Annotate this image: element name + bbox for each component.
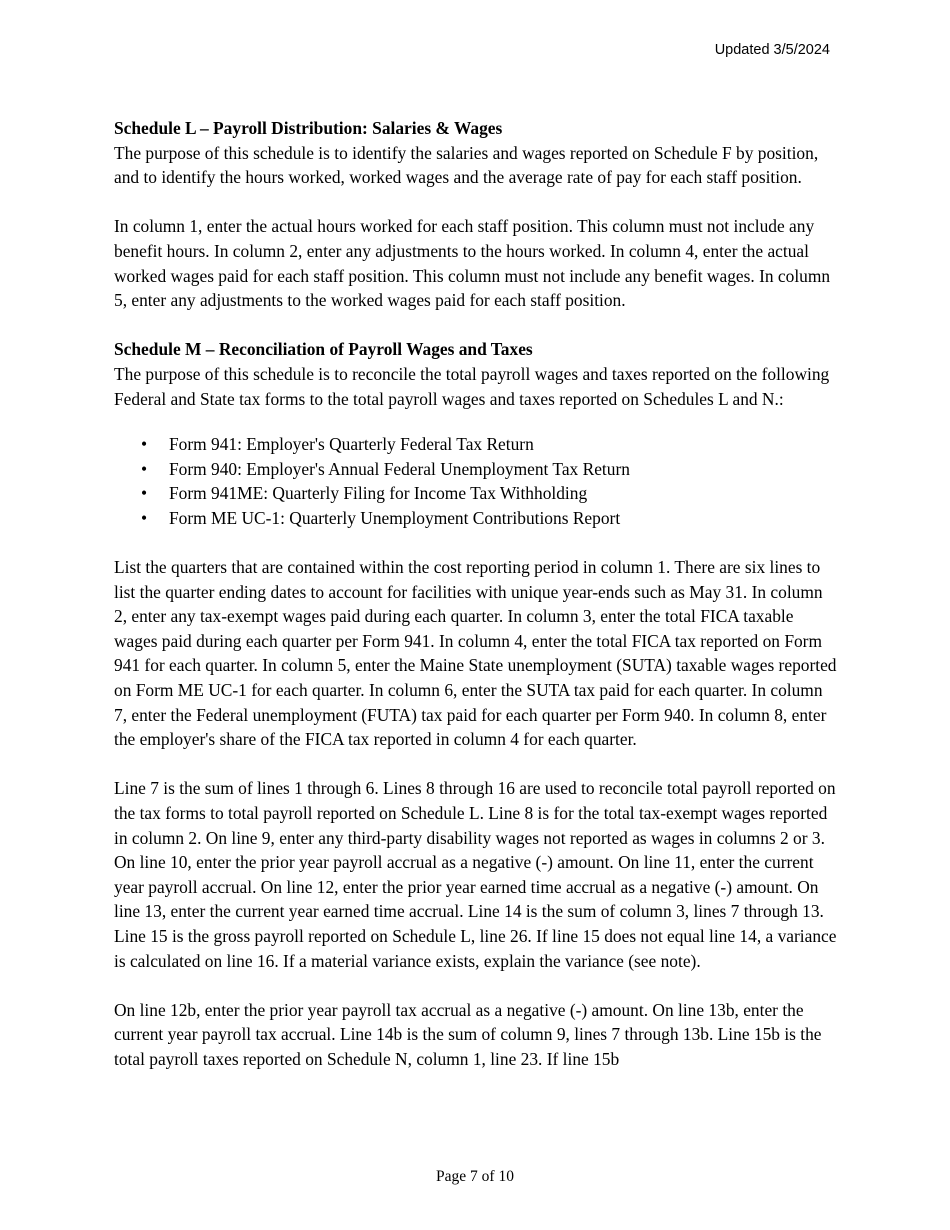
list-item: • Form 941ME: Quarterly Filing for Income Tax Withholding (114, 481, 838, 506)
schedule-m-heading: Schedule M – Reconciliation of Payroll Wages and Taxes (114, 339, 533, 360)
schedule-m-lines-instructions: Line 7 is the sum of lines 1 through 6. Lines 8 through 16 are used to reconcile total payroll reported on the tax forms to total payroll reported on Schedule L. Line 8 is for the total tax-exempt wages reported in column 2. On line 9, enter any third-party disability wages not reported as wages in columns 2 or 3. On line 10, enter the prior year payroll accrual as a negative (-) amount. On line 11, enter the current year payroll accrual. On line 12, enter the prior year earned time accrual as a negative (-) amount. On line 13, enter the current year earned time accrual. Line 14 is the sum of column 3, lines 7 through 13. Line 15 is the gross payroll reported on Schedule L, line 26. If line 15 does not equal line 14, a variance is calculated on line 16. If a material variance exists, explain the variance (see note). (114, 778, 837, 971)
tax-forms-list (114, 432, 838, 530)
schedule-l-purpose: The purpose of this schedule is to identify the salaries and wages reported on Schedule F by position, and to identify the hours worked, worked wages and the average rate of pay for each staff position. (114, 142, 819, 188)
schedule-l-heading: Schedule L – Payroll Distribution: Salaries & Wages (114, 118, 503, 138)
schedule-m-columns-instructions: List the quarters that are contained within the cost reporting period in column 1. There are six lines to list the quarter ending dates to account for facilities with unique year-ends such as May 31. In column 2, enter any tax-exempt wages paid during each quarter. In column 3, enter the total FICA taxable wages paid during each quarter per Form 941. In column 4, enter the total FICA tax reported on Form 941 for each quarter. In column 5, enter the Maine State unemployment (SUTA) taxable wages reported on Form ME UC-1 for each quarter. In column 6, enter the SUTA tax paid for each quarter. In column 7, enter the Federal unemployment (FUTA) tax paid for each quarter per Form 940. In column 8, enter the employer's share of the FICA tax reported in column 4 for each quarter. (114, 557, 837, 750)
document-body (114, 116, 838, 1072)
updated-date: Updated 3/5/2024 (714, 42, 830, 58)
schedule-m-tax-accrual-instructions: On line 12b, enter the prior year payroll tax accrual as a negative (-) amount. On line 13b, enter the current year payroll tax accrual. Line 14b is the sum of column 9, lines 7 through 13b. Line 15b is the total payroll taxes reported on Schedule N, column 1, line 23. If line 15b (114, 999, 822, 1069)
list-item: • Form 940: Employer's Annual Federal Unemployment Tax Return (114, 457, 838, 482)
page-number: Page 7 of 10 (436, 1168, 514, 1185)
list-item: • Form 941: Employer's Quarterly Federal Tax Return (114, 432, 838, 457)
schedule-l-instructions: In column 1, enter the actual hours worked for each staff position. This column must not include any benefit hours. In column 2, enter any adjustments to the hours worked. In column 4, enter the actual worked wages paid for each staff position. This column must not include any benefit wages. In column 5, enter any adjustments to the worked wages paid for each staff position. (114, 216, 831, 311)
schedule-m-purpose: The purpose of this schedule is to reconcile the total payroll wages and taxes reported on the following Federal and State tax forms to the total payroll wages and taxes reported on Schedules L and N.: (114, 363, 830, 409)
list-item: • Form ME UC-1: Quarterly Unemployment Contributions Report (114, 506, 838, 531)
